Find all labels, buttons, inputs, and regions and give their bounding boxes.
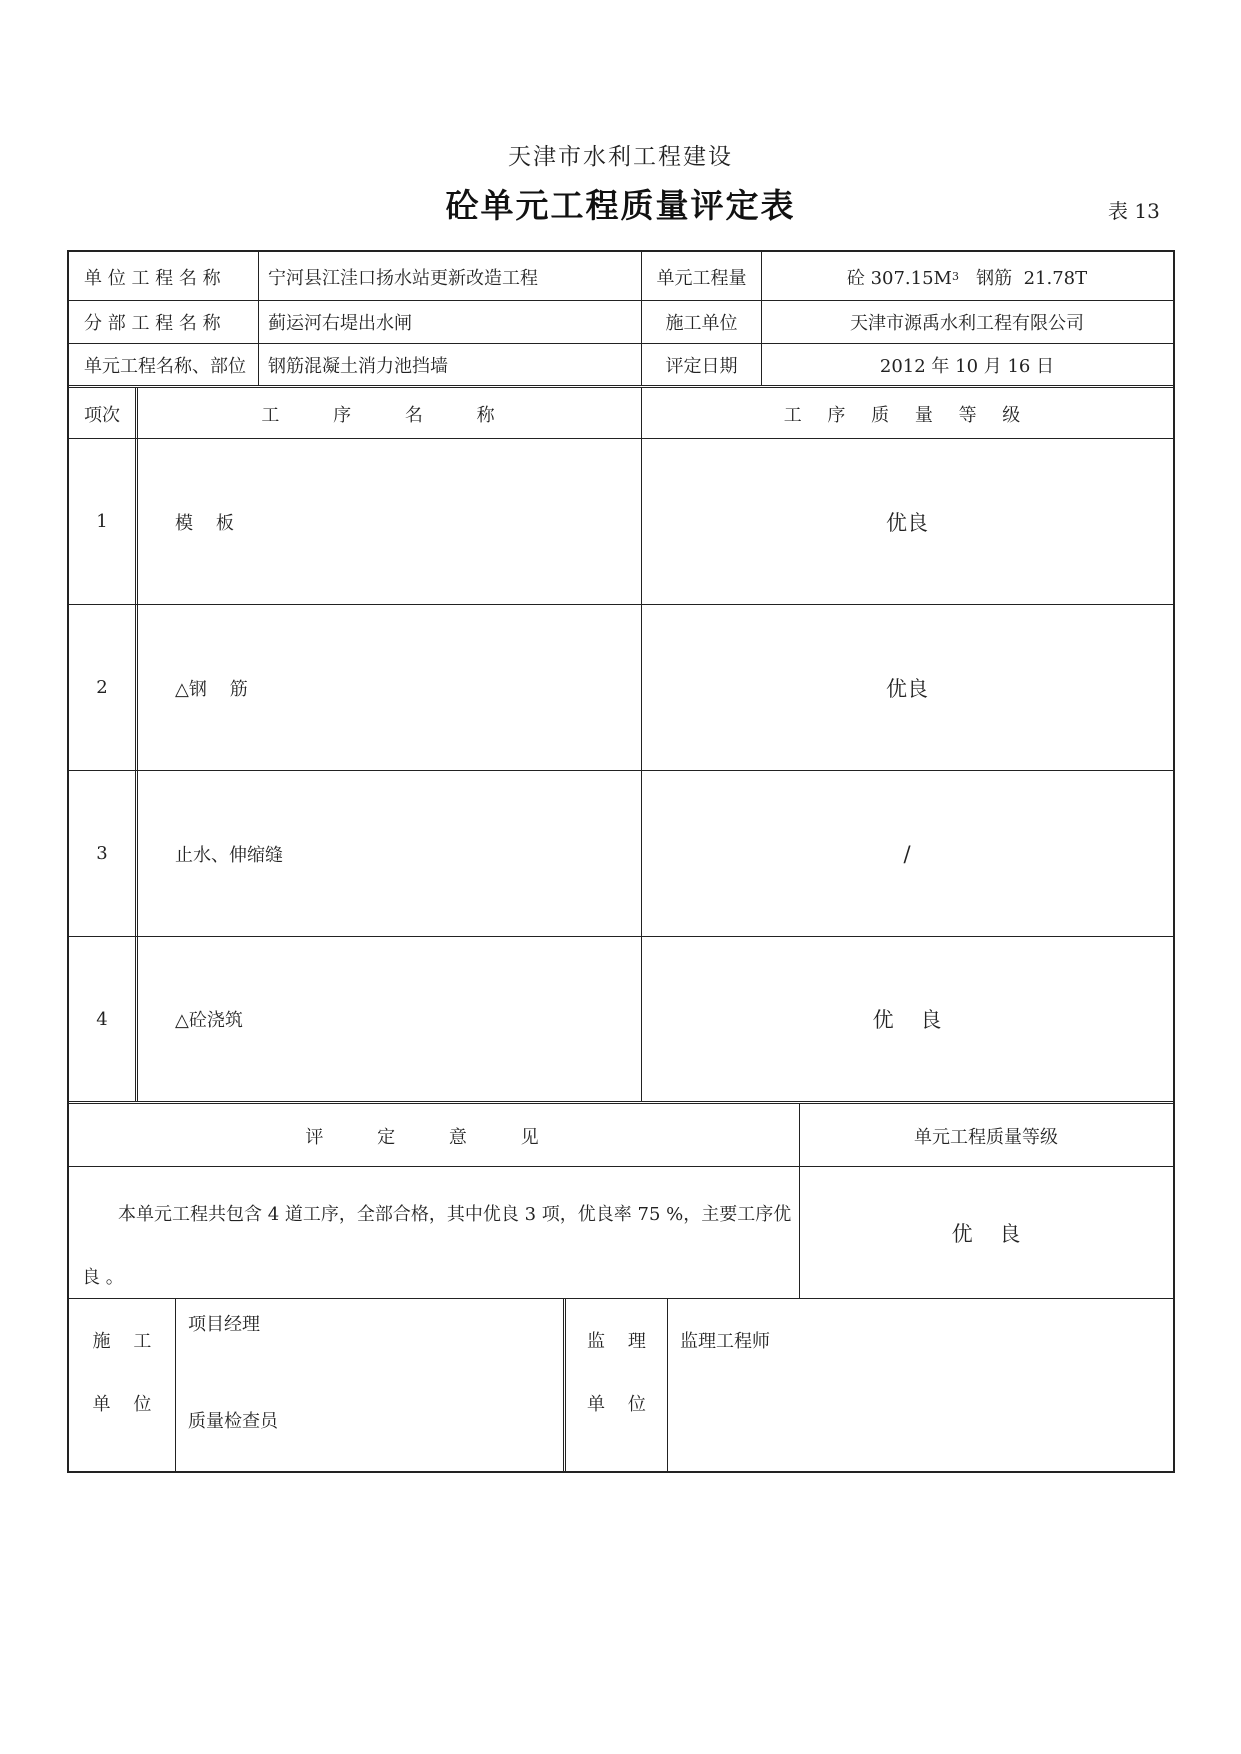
date-label: 评定日期 <box>665 355 738 377</box>
org-title: 天津市水利工程建设 <box>508 144 733 170</box>
process-row-grade: 优 良 <box>872 1008 942 1032</box>
process-row-grade: / <box>903 841 911 866</box>
element-value: 钢筋混凝土消力池挡墙 <box>268 355 448 377</box>
unit-grade-value: 优 良 <box>951 1221 1021 1246</box>
unit-project-label: 单 位 工 程 名 称 <box>84 267 221 289</box>
rule <box>175 1299 176 1471</box>
process-row-no: 1 <box>96 511 108 532</box>
quality-inspector-label: 质量检查员 <box>188 1411 278 1432</box>
process-row-no: 2 <box>96 677 108 698</box>
col-header-no: 项次 <box>84 404 120 426</box>
process-row-no: 4 <box>96 1008 108 1030</box>
contractor-value: 天津市源禹水利工程有限公司 <box>850 313 1084 334</box>
construction-unit-label: 施 工 <box>92 1331 152 1352</box>
project-manager-label: 项目经理 <box>188 1314 260 1335</box>
division-value: 蓟运河右堤出水闸 <box>268 313 412 334</box>
process-row-no: 3 <box>96 843 108 864</box>
rule <box>667 1299 668 1471</box>
opinion-text: 本单元工程共包含 4 道工序，全部合格，其中优良 3 项，优良率 75 %，主要工序优良 。 <box>82 1204 792 1288</box>
process-row-name: △钢 筋 <box>175 678 248 700</box>
division-label: 分 部 工 程 名 称 <box>84 313 221 334</box>
process-row-name: △砼浇筑 <box>175 1010 243 1031</box>
rule-double <box>69 1101 1173 1104</box>
construction-unit-label: 单 位 <box>92 1394 152 1415</box>
date-value: 2012 年 10 月 16 日 <box>879 355 1055 377</box>
unit-project-value: 宁河县江洼口扬水站更新改造工程 <box>268 267 538 289</box>
unit-grade-label: 单元工程质量等级 <box>914 1126 1058 1148</box>
col-header-process-name: 工 序 名 称 <box>261 404 519 426</box>
supervising-engineer-label: 监理工程师 <box>680 1331 770 1352</box>
form-title: 砼单元工程质量评定表 <box>445 186 796 225</box>
process-row-name: 模 板 <box>175 512 234 534</box>
col-header-process-grade: 工 序 质 量 等 级 <box>783 404 1031 426</box>
process-row-name: 止水、伸缩缝 <box>175 844 283 866</box>
form-number: 表 13 <box>1108 199 1160 223</box>
element-label: 单元工程名称、部位 <box>84 355 246 377</box>
rule-double <box>135 388 138 1102</box>
quantity-unit-exponent: 3 <box>951 270 959 283</box>
quantity-label: 单元工程量 <box>656 267 747 289</box>
rule-double <box>69 385 1173 388</box>
process-row-grade: 优良 <box>886 676 928 701</box>
contractor-label: 施工单位 <box>665 313 738 334</box>
quantity-value-main: 砼 307.15M <box>846 267 952 289</box>
supervision-unit-label: 监 理 <box>587 1331 646 1352</box>
quantity-value-steel: 钢筋 21.78T <box>958 267 1088 289</box>
quantity-value <box>762 253 1172 300</box>
opinion-label: 评 定 意 见 <box>305 1126 563 1148</box>
supervision-unit-label: 单 位 <box>587 1394 646 1415</box>
process-row-grade: 优良 <box>886 510 928 535</box>
